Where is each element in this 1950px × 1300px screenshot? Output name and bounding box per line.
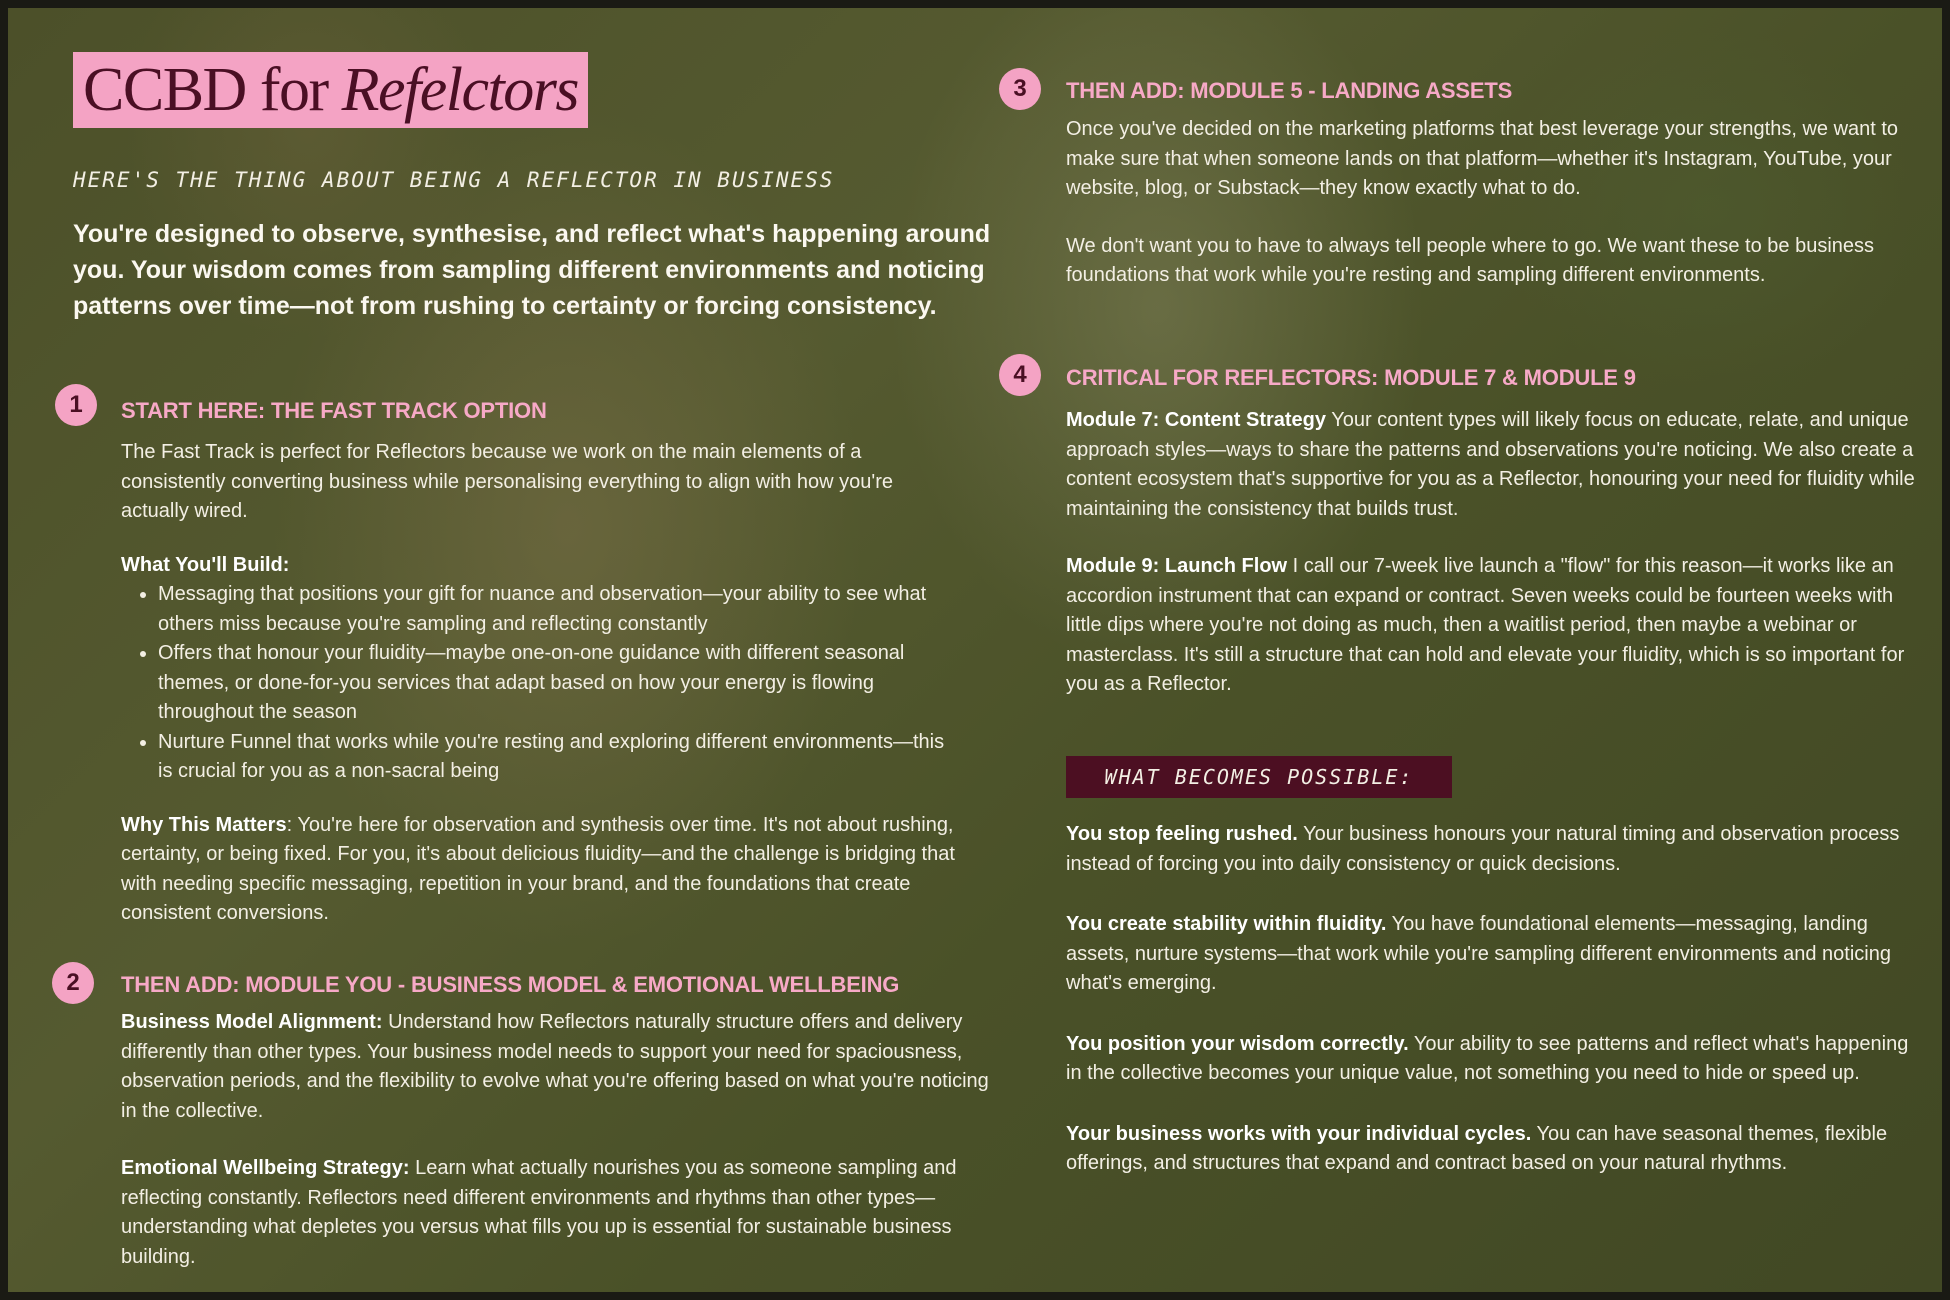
title-banner (73, 52, 588, 128)
section-3-body (1066, 115, 1926, 291)
possible-item (1066, 910, 1916, 999)
section-4-number-badge: 4 (999, 354, 1041, 396)
possible-heading: WHAT BECOMES POSSIBLE: (1104, 765, 1414, 789)
section-4-paragraph-2 (1066, 552, 1926, 700)
section-4-p2-label: Module 9: Launch Flow (1066, 555, 1288, 577)
possible-item-label: You position your wisdom correctly. (1066, 1032, 1409, 1055)
section-1-build-label: What You'll Build: (121, 553, 290, 576)
lead-paragraph: You're designed to observe, synthesise, and reflect what's happening around you. Your wisdom comes from sampling different environments and noticing patterns over time—not from rushing to certainty or forcing consistency. (73, 220, 991, 320)
section-3-paragraph-2: We don't want you to have to always tell people where to go. We want these to be business foundations that work while you're resting and sampling different environments. (1066, 234, 1875, 286)
title-part-2: Refelctors (341, 55, 579, 124)
section-4-p2-text: I call our 7-week live launch a "flow" for this reason—it works like an accordion instrument that can expand or contract. Seven weeks could be fourteen weeks with little dips where you're not doing as much, then a waitlist period, then maybe a webinar or masterclass. It's still a structure that can hold and elevate your fluidity, which is so important for you as a Reflector. (1066, 555, 1905, 695)
possible-item (1066, 1030, 1916, 1089)
section-2-p2-label: Emotional Wellbeing Strategy: (121, 1157, 410, 1179)
possible-item (1066, 820, 1916, 879)
section-4-p1-label: Module 7: Content Strategy (1066, 409, 1327, 431)
section-2-body (121, 1008, 991, 1272)
section-2-number-badge: 2 (52, 962, 94, 1004)
section-1-why-label: Why This Matters (121, 813, 287, 836)
section-3-paragraph-1: Once you've decided on the marketing platforms that best leverage your strengths, we want to make sure that when someone lands on that platform—whether it's Instagram, YouTube, your website, blog, or Substack—they know exactly what to do. (1066, 118, 1899, 199)
section-1-bullet-list (121, 580, 961, 787)
section-2-paragraph-1 (121, 1008, 991, 1126)
subhead: HERE'S THE THING ABOUT BEING A REFLECTOR IN BUSINESS (73, 168, 835, 192)
possible-item (1066, 1120, 1916, 1179)
possible-item-text: Your ability to see patterns and reflect what's happening in the collective becomes your unique value, not something you need to hide or speed up. (1066, 1032, 1909, 1084)
section-4-p1-text: Your content types will likely focus on educate, relate, and unique approach styles—ways to share the patterns and observations you're noticing. We also create a content ecosystem that's supportive for you as a Reflector, honouring your need for fluidity while maintaining the consistency that builds trust. (1066, 409, 1915, 520)
list-item: • Offers that honour your fluidity—maybe one-on-one guidance with different seasonal themes, or done-for-you services that adapt based on how your energy is flowing throughout the season (158, 639, 961, 728)
title-part-1: CCBD for (83, 55, 342, 124)
list-item: • Nurture Funnel that works while you're resting and exploring different environments—this is crucial for you as a non-sacral being (158, 728, 961, 787)
section-3-number-badge: 3 (999, 68, 1041, 110)
section-1-why-text: : You're here for observation and synthesis over time. It's not about rushing, certainty, or being fixed. For you, it's about delicious fluidity—and the challenge is bridging that with needing specific messaging, repetition in your brand, and the foundations that create consistent conversions. (121, 813, 955, 924)
page (8, 8, 1942, 1292)
title (83, 55, 578, 126)
section-4-paragraph-1 (1066, 406, 1926, 524)
possible-heading-banner (1066, 756, 1452, 798)
section-3-heading: THEN ADD: MODULE 5 - LANDING ASSETS (1066, 78, 1513, 103)
section-1-body (121, 438, 961, 929)
section-4-heading: CRITICAL FOR REFLECTORS: MODULE 7 & MODULE 9 (1066, 365, 1636, 390)
section-1-why-paragraph (121, 811, 961, 929)
possible-item-text: You have foundational elements—messaging, landing assets, nurture systems—that work while you're sampling different environments and noticing what's emerging. (1066, 913, 1891, 994)
section-1-intro: The Fast Track is perfect for Reflectors because we work on the main elements of a consistently converting business while personalising everything to align with how you're actually wired. (121, 441, 894, 522)
list-item: • Messaging that positions your gift for nuance and observation—your ability to see what others miss because you're sampling and reflecting constantly (158, 580, 961, 639)
section-2-p2-text: Learn what actually nourishes you as someone sampling and reflecting constantly. Reflectors need different environments and rhythms than other types—understanding what depletes you versus what fills you up is essential for sustainable business building. (121, 1157, 957, 1268)
possible-item-text: Your business honours your natural timing and observation process instead of forcing you into daily consistency or quick decisions. (1066, 823, 1900, 875)
section-2-paragraph-2 (121, 1154, 991, 1272)
possible-item-label: You stop feeling rushed. (1066, 823, 1298, 845)
section-2-p1-text: Understand how Reflectors naturally structure offers and delivery differently than other types. Your business model needs to support your need for spaciousness, observation periods, and the flexibility to evolve what you're offering based on what you're noticing in the collective. (121, 1011, 989, 1122)
possible-list (1066, 820, 1916, 1179)
possible-item-label: You create stability within fluidity. (1066, 913, 1387, 935)
section-1-heading: START HERE: THE FAST TRACK OPTION (121, 398, 547, 423)
possible-item-text: You can have seasonal themes, flexible offerings, and structures that expand and contract based on your natural rhythms. (1066, 1122, 1888, 1174)
possible-item-label: Your business works with your individual cycles. (1066, 1122, 1532, 1145)
section-2-heading: THEN ADD: MODULE YOU - BUSINESS MODEL & EMOTIONAL WELLBEING (121, 972, 900, 997)
section-4-body (1066, 406, 1926, 700)
section-1-number-badge: 1 (55, 384, 97, 426)
section-2-p1-label: Business Model Alignment: (121, 1011, 383, 1033)
